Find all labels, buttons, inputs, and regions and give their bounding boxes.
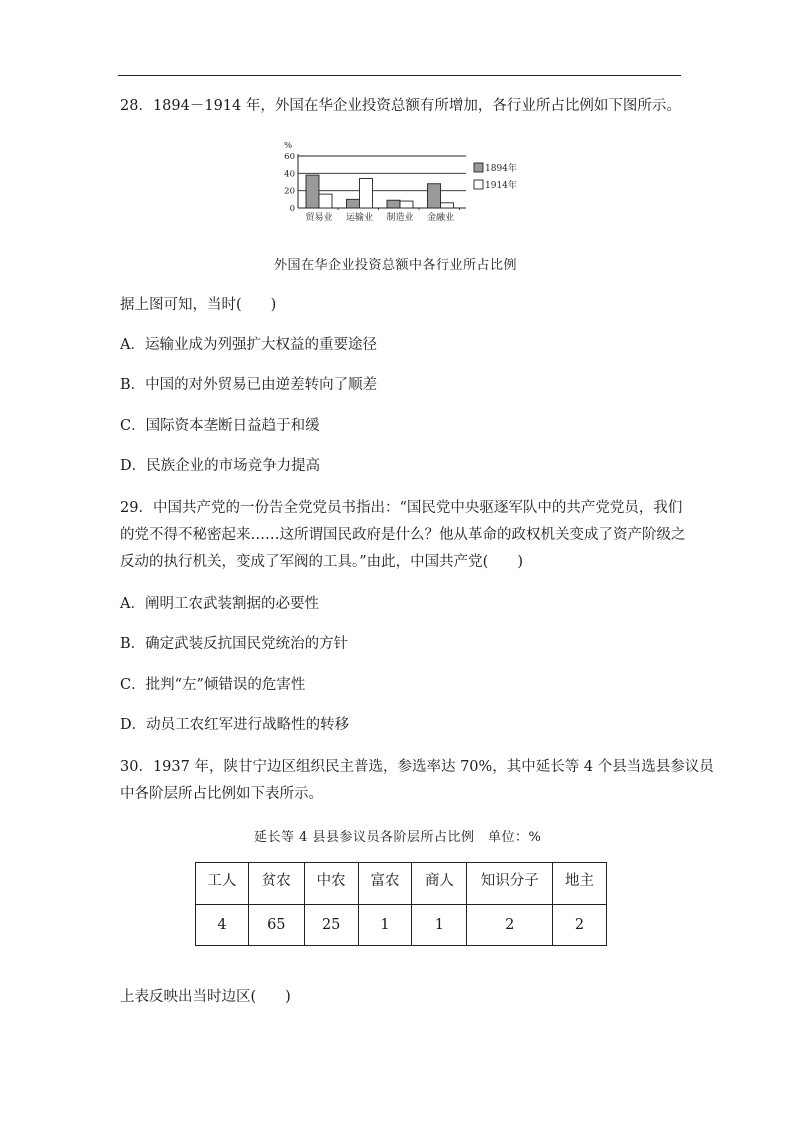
table-cell: 1 (358, 905, 412, 946)
table-header-cell: 工人 (196, 863, 249, 905)
table-header-cell: 商人 (412, 863, 467, 905)
q30-question: 上表反映出当时边区( ) (120, 989, 291, 1005)
q29-option-d[interactable]: D．动员工农红军进行战略性的转移 (120, 717, 350, 733)
q29-stem-line-3: 反动的执行机关，变成了军阀的工具。”由此，中国共产党( ) (120, 554, 523, 570)
bar (319, 194, 332, 208)
table-cell: 2 (553, 905, 607, 946)
bar (400, 201, 413, 208)
q28-chart-caption: 外国在华企业投资总额中各行业所占比例 (274, 258, 518, 273)
bar (387, 200, 400, 208)
q28-option-d[interactable]: D．民族企业的市场竞争力提高 (120, 458, 321, 474)
q30-table (195, 862, 607, 946)
table-cell: 65 (248, 905, 304, 946)
bar (347, 199, 360, 208)
q28-stem: 28．1894－1914 年，外国在华企业投资总额有所增加，各行业所占比例如下图所示。 (120, 98, 681, 114)
y-tick-label: 20 (284, 186, 295, 197)
header-rule (118, 75, 681, 76)
q28-question: 据上图可知，当时( ) (120, 297, 277, 313)
table-header-cell: 贫农 (248, 863, 304, 905)
x-tick-label: 贸易业 (305, 213, 333, 223)
q30-stem-line-2: 中各阶层所占比例如下表所示。 (120, 786, 323, 802)
table-cell: 4 (196, 905, 249, 946)
table-header-cell: 中农 (304, 863, 358, 905)
y-axis-label: % (284, 141, 293, 151)
q29-stem-line-2: 的党不得不秘密起来……这所谓国民政府是什么？他从革命的政权机关变成了资产阶级之 (120, 527, 686, 543)
q28-option-a[interactable]: A．运输业成为列强扩大权益的重要途径 (120, 337, 377, 353)
q29-stem-line-1: 29．中国共产党的一份告全党党员书指出：“国民党中央驱逐军队中的共产党党员，我们 (120, 500, 683, 516)
table-cell: 2 (467, 905, 553, 946)
table-header-cell: 知识分子 (467, 863, 553, 905)
y-tick-label: 0 (289, 204, 295, 214)
bar (306, 175, 319, 208)
bar (360, 179, 373, 208)
q30-table-caption: 延长等 4 县县参议员各阶层所占比例 单位：% (254, 830, 542, 845)
legend-label: 1894年 (485, 164, 517, 174)
bar-chart (280, 140, 520, 232)
x-tick-label: 制造业 (386, 213, 414, 223)
q28-option-b[interactable]: B．中国的对外贸易已由逆差转向了顺差 (120, 377, 378, 393)
q28-option-c[interactable]: C．国际资本垄断日益趋于和缓 (120, 418, 320, 434)
y-tick-label: 60 (284, 152, 295, 162)
legend-label: 1914年 (485, 181, 517, 191)
legend-swatch (474, 180, 483, 189)
table-header-row (196, 863, 607, 905)
table-cell: 25 (304, 905, 358, 946)
x-tick-label: 金融业 (426, 213, 455, 223)
table-row (196, 905, 607, 946)
table-cell: 1 (412, 905, 467, 946)
table-header-cell: 地主 (553, 863, 607, 905)
bar (428, 184, 441, 208)
q30-stem-line-1: 30．1937 年，陕甘宁边区组织民主普选，参选率达 70%，其中延长等 4 个县当选县参议员 (120, 759, 714, 775)
table-header-cell: 富农 (358, 863, 412, 905)
x-tick-label: 运输业 (345, 213, 374, 223)
y-tick-label: 40 (284, 169, 295, 180)
legend-swatch (474, 163, 483, 172)
q29-option-a[interactable]: A．阐明工农武装割据的必要性 (120, 596, 319, 612)
q29-option-c[interactable]: C．批判“左”倾错误的危害性 (120, 677, 306, 693)
bar (441, 203, 454, 208)
q29-option-b[interactable]: B．确定武装反抗国民党统治的方针 (120, 636, 349, 652)
